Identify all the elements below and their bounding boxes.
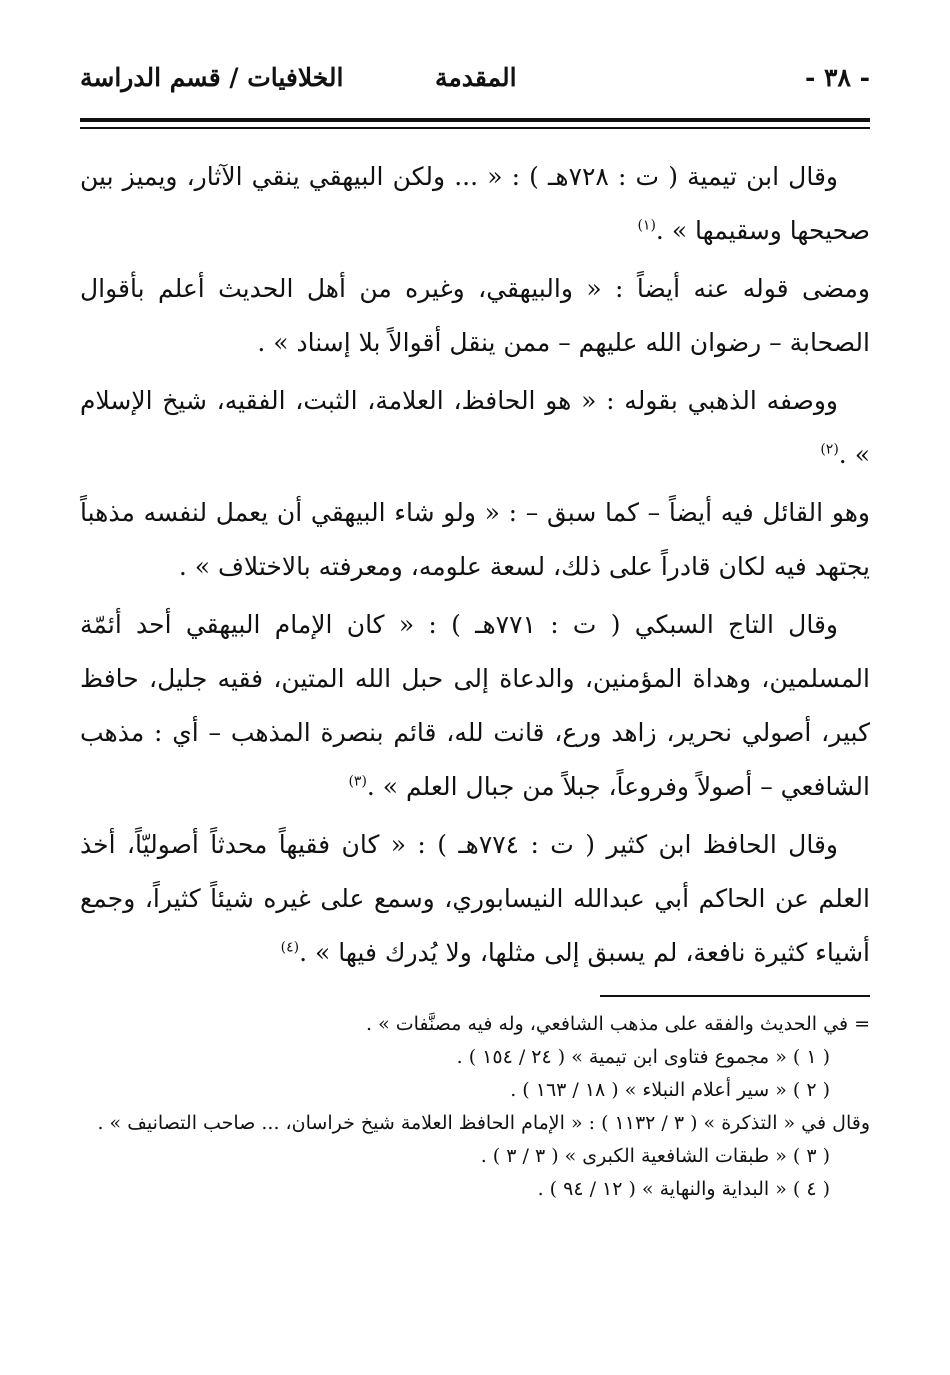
paragraph-text: ووصفه الذهبي بقوله : « هو الحافظ، العلامة، الثبت، الفقيه، شيخ الإسلام » . <box>80 386 870 469</box>
paragraph-text: ومضى قوله عنه أيضاً : « والبيهقي، وغيره من أهل الحديث أعلم بأقوال الصحابة – رضوان الله عليهم – ممن ينقل أقوالاً بلا إسناد » . <box>80 274 870 357</box>
header-rule-thick <box>80 118 870 122</box>
paragraph-subki <box>80 598 870 814</box>
paragraph-text: وقال الحافظ ابن كثير ( ت : ٧٧٤هـ ) : « كان فقيهاً محدثاً أصوليّاً، أخذ العلم عن الحاكم أبي عبدالله النيسابوري، وسمع على غيره شيئاً كثيراً، وجمع أشياء كثيرة نافعة، لم يسبق إلى مثلها، ولا يُدرك فيها » . <box>80 830 870 967</box>
paragraph-dhahabi <box>80 374 870 482</box>
footnote-ref-3: (٣) <box>348 773 367 790</box>
paragraph-also-sayer <box>80 486 870 594</box>
paragraph-text: وقال التاج السبكي ( ت : ٧٧١هـ ) : « كان الإمام البيهقي أحد أئمّة المسلمين، وهداة المؤمنين، والدعاة إلى حبل الله المتين، فقيه جليل، حافظ كبير، أصولي نحرير، زاهد ورع، قانت لله، قائم بنصرة المذهب – أي : مذهب الشافعي – أصولاً وفروعاً، جبلاً من جبال العلم » . <box>80 610 870 801</box>
footnote-continued: = في الحديث والفقه على مذهب الشافعي، وله فيه مصنَّفات » . <box>366 1013 870 1035</box>
paragraph-ibn-kathir <box>80 818 870 980</box>
footnote-ref-1: (١) <box>637 217 656 234</box>
footnote-ref-2: (٢) <box>820 441 839 458</box>
footnote-4: ( ٤ ) « البداية والنهاية » ( ١٢ / ٩٤ ) . <box>537 1178 830 1200</box>
main-text <box>80 150 870 984</box>
running-header <box>80 55 870 103</box>
page-number: - ٣٨ - <box>804 63 870 92</box>
footnote-separator <box>600 995 870 997</box>
paragraph-also-said <box>80 262 870 370</box>
section-title: المقدمة <box>435 63 517 92</box>
footnote-ref-4: (٤) <box>280 939 300 956</box>
header-rule-thin <box>80 127 870 129</box>
footnote-3: ( ٣ ) « طبقات الشافعية الكبرى » ( ٣ / ٣ ) . <box>480 1145 830 1167</box>
paragraph-text: وقال ابن تيمية ( ت : ٧٢٨هـ ) : « ... ولكن البيهقي ينقي الآثار، ويميز بين صحيحها وسقيمها » . <box>80 162 870 245</box>
footnote-2-continued: وقال في « التذكرة » ( ٣ / ١١٣٢ ) : « الإمام الحافظ العلامة شيخ خراسان، ... صاحب التصانيف » . <box>97 1112 870 1134</box>
paragraph-text: وهو القائل فيه أيضاً – كما سبق – : « ولو شاء البيهقي أن يعمل لنفسه مذهباً يجتهد فيه لكان قادراً على ذلك، لسعة علومه، ومعرفته بالاختلاف » . <box>80 498 870 581</box>
footnote-1: ( ١ ) « مجموع فتاوى ابن تيمية » ( ٢٤ / ١٥٤ ) . <box>456 1046 830 1068</box>
book-title: الخلافيات / قسم الدراسة <box>80 63 344 92</box>
paragraph-ibn-taymiyya <box>80 150 870 258</box>
footnote-2: ( ٢ ) « سير أعلام النبلاء » ( ١٨ / ١٦٣ ) . <box>510 1079 830 1101</box>
footnotes <box>80 1008 870 1206</box>
